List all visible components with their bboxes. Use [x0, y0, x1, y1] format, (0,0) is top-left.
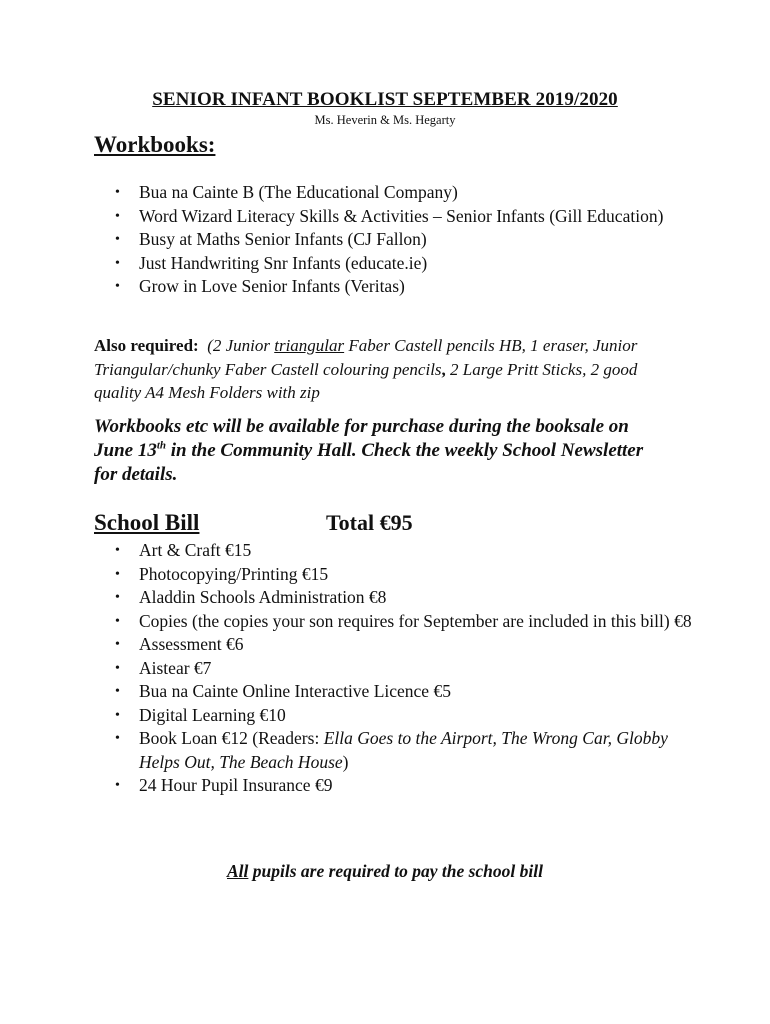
list-item: • 24 Hour Pupil Insurance €9 — [115, 774, 695, 798]
teacher-names: Ms. Heverin & Ms. Hegarty — [314, 113, 456, 127]
list-item: • Copies (the copies your son requires for September are included in this bill) €8 — [115, 610, 695, 634]
also-required-text: (2 Junior triangular Faber Castell pencils HB, 1 eraser, Junior Triangular/chunky Faber Castell colouring pencils, 2 Large Pritt Sticks, 2 good quality A4 Mesh Folders with zip — [94, 336, 638, 402]
bullet-icon: • — [115, 707, 120, 723]
bullet-icon: • — [115, 255, 120, 271]
bullet-icon: • — [115, 613, 120, 629]
workbook-list — [115, 181, 695, 299]
list-item: • Aladdin Schools Administration €8 — [115, 586, 695, 610]
list-item: • Just Handwriting Snr Infants (educate.ie) — [115, 252, 695, 276]
bullet-icon: • — [115, 637, 120, 652]
also-required-label: Also required: — [94, 336, 199, 355]
bullet-icon: • — [115, 208, 120, 224]
bullet-icon: • — [115, 684, 120, 699]
list-item: • Aistear €7 — [115, 657, 695, 681]
booksale-notice: Workbooks etc will be available for purchase during the booksale on June 13th in the Community Hall. Check the weekly School Newsletter for details. — [94, 416, 644, 485]
list-item: • Bua na Cainte B (The Educational Company) — [115, 181, 695, 205]
reader-titles: Ella Goes to the Airport, The Wrong Car, Globby Helps Out, The Beach House — [139, 728, 668, 772]
list-item: • Art & Craft €15 — [115, 539, 695, 563]
bullet-icon: • — [115, 660, 120, 676]
list-item: • Digital Learning €10 — [115, 704, 695, 728]
list-item: • Assessment €6 — [115, 633, 695, 657]
page-title: SENIOR INFANT BOOKLIST SEPTEMBER 2019/2020 — [152, 89, 618, 110]
bullet-icon: • — [115, 279, 120, 294]
workbooks-heading: Workbooks: — [94, 132, 216, 157]
list-item: • Word Wizard Literacy Skills & Activities – Senior Infants (Gill Education) — [115, 205, 695, 229]
bullet-icon: • — [115, 543, 120, 558]
bullet-icon: • — [115, 185, 120, 200]
school-bill-heading: School Bill — [94, 510, 200, 535]
list-item: • Grow in Love Senior Infants (Veritas) — [115, 275, 695, 299]
list-item: • Bua na Cainte Online Interactive Licence €5 — [115, 680, 695, 704]
list-item: • Photocopying/Printing €15 — [115, 563, 695, 587]
list-item: • Busy at Maths Senior Infants (CJ Fallon) — [115, 228, 695, 252]
school-bill-list — [115, 539, 695, 798]
bullet-icon: • — [115, 731, 120, 746]
list-item: • Book Loan €12 (Readers: Ella Goes to the Airport, The Wrong Car, Globby Helps Out, The Beach House) — [115, 728, 668, 772]
bullet-icon: • — [115, 590, 120, 605]
also-required-paragraph — [94, 334, 679, 405]
school-bill-total: Total €95 — [326, 510, 413, 535]
payment-note: All pupils are required to pay the school bill — [226, 861, 543, 881]
bullet-icon: • — [115, 778, 120, 793]
bullet-icon: • — [115, 232, 120, 247]
bullet-icon: • — [115, 566, 120, 582]
